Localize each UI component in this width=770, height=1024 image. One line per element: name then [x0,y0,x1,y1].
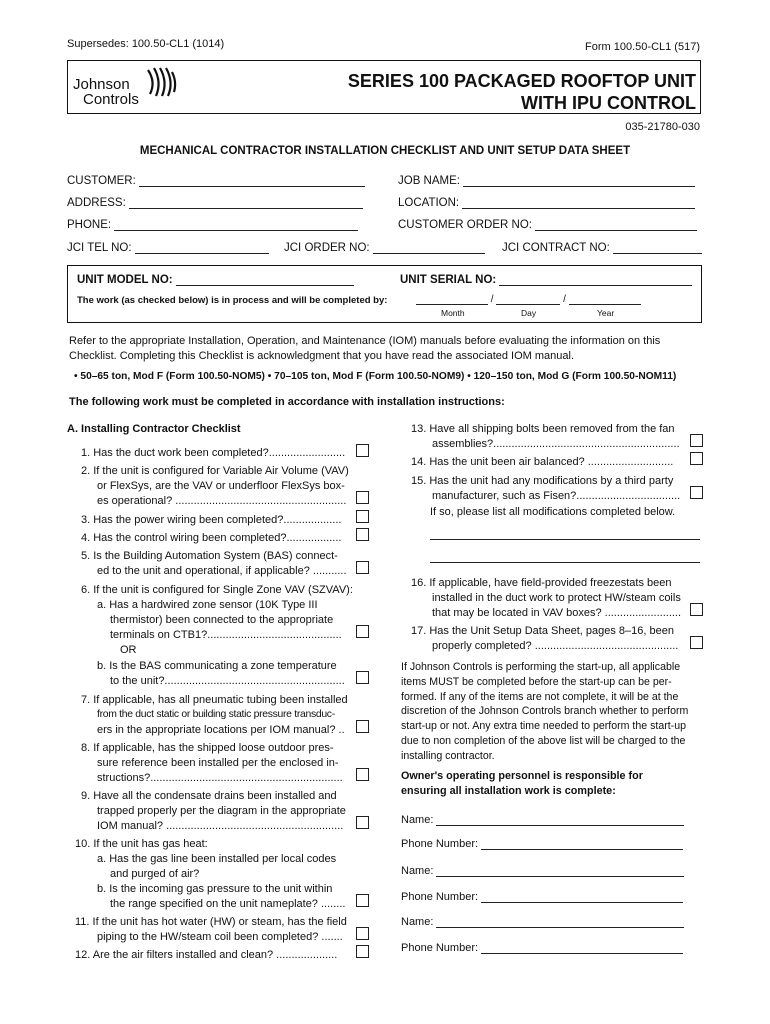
para-line5: start-up or not. Any extra time needed to perform the start-up [401,720,686,733]
item-5-checkbox[interactable] [356,561,369,574]
item-10a-line2: and purged of air? [110,868,200,880]
item-6-line1: 6. If the unit is configured for Single Zone VAV (SZVAV): [81,584,353,596]
item-6a-line1: a. Has a hardwired zone sensor (10K Type III [97,599,318,611]
item-1: 1. Has the duct work been completed?......................... [81,447,346,459]
work-completion-text: The work (as checked below) is in process and will be completed by: [77,295,388,306]
intro-line1: Refer to the appropriate Installation, Operation, and Maintenance (IOM) manuals before evaluating the information on this [69,335,661,347]
item-10-checkbox[interactable] [356,894,369,907]
item-9-line2: trapped properly per the diagram in the appropriate [97,805,346,817]
item-11-line1: 11. If the unit has hot water (HW) or steam, has the field [75,916,347,928]
item-17-checkbox[interactable] [690,636,703,649]
johnson-controls-logo-icon [144,66,178,98]
title-line1: SERIES 100 PACKAGED ROOFTOP UNIT [347,71,696,91]
job-name-label: JOB NAME: [398,175,460,187]
name-label-1: Name: [401,814,434,826]
owner-responsibility [401,769,643,799]
phone-number-field-3[interactable] [401,942,683,954]
para-line6: due to non completion of the above list will be charged to the [401,734,686,747]
jci-contract-label: JCI CONTRACT NO: [502,242,610,254]
instruction-text: The following work must be completed in accordance with installation instructions: [69,396,505,408]
item-10a-line1: a. Has the gas line been installed per local codes [97,853,337,865]
section-a-title: A. Installing Contractor Checklist [67,423,241,435]
owner-line1: Owner's operating personnel is responsible for [401,770,643,782]
item-6a-line2: thermistor) been connected to the appropriate [110,614,334,626]
item-16-checkbox[interactable] [690,603,703,616]
customer-order-field[interactable] [398,219,697,231]
para-line3: formed. If any of the items are not complete, it will be at the [401,690,679,703]
item-15-checkbox[interactable] [690,486,703,499]
doc-number: 035-21780-030 [625,121,700,133]
item-5-line2: ed to the unit and operational, if applicable? ........... [97,565,347,577]
item-2-line3: es operational? ........................................................ [97,495,347,507]
item-3: 3. Has the power wiring been completed?................... [81,514,342,526]
item-4-checkbox[interactable] [356,528,369,541]
item-14-checkbox[interactable] [690,452,703,465]
modifications-line-1[interactable] [430,539,700,540]
item-4: 4. Has the control wiring been completed?.................. [81,532,342,544]
startup-paragraph [401,660,688,764]
item-16-line1: 16. If applicable, have field-provided freezestats been [411,577,672,589]
item-17-line2: properly completed? ............................................... [432,640,679,652]
customer-label: CUSTOMER: [67,175,136,187]
customer-order-label: CUSTOMER ORDER NO: [398,219,532,231]
intro-line2: Checklist. Completing this Checklist is acknowledgment that you have read the associated IOM manual. [69,350,575,362]
modifications-line-2[interactable] [430,562,700,563]
item-1-checkbox[interactable] [356,444,369,457]
phone-number-label-2: Phone Number: [401,891,479,903]
item-16-line2: installed in the duct work to protect HW/steam coils [432,592,681,604]
para-line1: If Johnson Controls is performing the start-up, all applicable [401,661,681,673]
item-7-line1: 7. If applicable, has all pneumatic tubing been installed [81,694,348,706]
para-line2: items MUST be completed before the start-up can be per- [401,675,672,688]
job-name-field[interactable] [398,175,695,187]
item-12: 12. Are the air filters installed and clean? .................... [75,949,338,961]
item-6a-checkbox[interactable] [356,625,369,638]
item-11-line2: piping to the HW/steam coil been completed? ....... [97,931,343,943]
item-6b-line2: to the unit?........................................................... [110,675,345,687]
name-field-2[interactable] [401,865,684,877]
day-label: Day [521,308,537,318]
month-label: Month [441,308,465,318]
item-7-line2: from the duct static or building static pressure transduc- [97,709,335,720]
item-8-line3: structions?............................................................... [97,772,343,784]
item-16-line3: that may be located in VAV boxes? ......................... [432,607,682,619]
item-13-checkbox[interactable] [690,434,703,447]
item-10b-line1: b. Is the incoming gas pressure to the unit within [97,883,333,895]
address-label: ADDRESS: [67,197,126,209]
item-2-line1: 2. If the unit is configured for Variable Air Volume (VAV) [81,465,349,477]
item-14: 14. Has the unit been air balanced? ............................ [411,456,674,468]
supersedes-label: Supersedes: 100.50-CL1 (1014) [67,38,225,50]
item-11-checkbox[interactable] [356,927,369,940]
item-8-line1: 8. If applicable, has the shipped loose outdoor pres- [81,742,334,754]
item-7-line3: ers in the appropriate locations per IOM manual? .. [97,724,345,736]
item-15-line1: 15. Has the unit had any modifications by a third party [411,475,674,487]
name-field-1[interactable] [401,814,684,826]
item-15-line3: If so, please list all modifications completed below. [430,506,676,518]
logo [73,77,139,107]
jci-tel-field[interactable] [67,242,269,254]
customer-field[interactable] [67,175,365,187]
name-label-3: Name: [401,916,434,928]
phone-number-field-2[interactable] [401,891,683,903]
phone-number-field-1[interactable] [401,838,683,850]
para-line7: installing contractor. [401,749,495,762]
item-2-checkbox[interactable] [356,491,369,504]
item-13-line1: 13. Have all shipping bolts been removed from the fan [411,423,675,435]
item-10b-line2: the range specified on the unit nameplate? ........ [110,898,346,910]
unit-serial-label: UNIT SERIAL NO: [400,274,497,286]
title-line2: WITH IPU CONTROL [521,93,696,113]
location-field[interactable] [398,197,695,209]
item-10-line1: 10. If the unit has gas heat: [75,838,208,850]
item-17-line1: 17. Has the Unit Setup Data Sheet, pages 8–16, been [411,625,674,637]
item-2-line2: or FlexSys, are the VAV or underfloor FlexSys box- [97,480,345,492]
logo-line1: Johnson [73,76,130,93]
unit-serial-field[interactable] [400,274,692,286]
phone-number-label-1: Phone Number: [401,838,479,850]
phone-field[interactable] [67,219,358,231]
item-15-line2: manufacturer, such as Fisen?.................................. [432,490,681,502]
phone-number-label-3: Phone Number: [401,942,479,954]
unit-model-field[interactable] [77,274,354,286]
item-8-checkbox[interactable] [356,768,369,781]
item-5-line1: 5. Is the Building Automation System (BAS) connect- [81,550,338,562]
owner-line2: ensuring all installation work is complete: [401,785,616,797]
item-13-line2: assemblies?............................................................. [432,438,680,450]
item-6-or: OR [120,644,137,656]
name-field-3[interactable] [401,916,684,928]
address-field[interactable] [67,197,363,209]
jci-tel-label: JCI TEL NO: [67,242,132,254]
jci-order-label: JCI ORDER NO: [284,242,370,254]
item-6b-checkbox[interactable] [356,671,369,684]
item-6b-line1: b. Is the BAS communicating a zone temperature [97,660,337,672]
item-12-checkbox[interactable] [356,945,369,958]
item-9-line3: IOM manual? .......................................................... [97,820,344,832]
logo-line2: Controls [83,91,139,108]
item-8-line2: sure reference been installed per the enclosed in- [97,757,339,769]
jci-order-field[interactable] [284,242,485,254]
unit-model-label: UNIT MODEL NO: [77,274,173,286]
date-fields[interactable]: / / [416,294,641,305]
name-label-2: Name: [401,865,434,877]
year-label: Year [597,308,615,318]
item-7-checkbox[interactable] [356,720,369,733]
item-9-line1: 9. Have all the condensate drains been installed and [81,790,337,802]
item-3-checkbox[interactable] [356,510,369,523]
page-title [296,70,696,114]
phone-label: PHONE: [67,219,112,231]
subtitle: MECHANICAL CONTRACTOR INSTALLATION CHECKLIST AND UNIT SETUP DATA SHEET [139,145,631,157]
location-label: LOCATION: [398,197,460,209]
jci-contract-field[interactable] [502,242,702,254]
form-number: Form 100.50-CL1 (517) [585,41,700,53]
item-6a-line3: terminals on CTB1?............................................ [110,629,342,641]
model-references: • 50–65 ton, Mod F (Form 100.50-NOM5) • 70–105 ton, Mod F (Form 100.50-NOM9) • 120–150 ton, Mod G (Form 100.50-NOM11) [74,371,677,382]
item-9-checkbox[interactable] [356,816,369,829]
para-line4: discretion of the Johnson Controls branch whether to perform [401,705,689,718]
